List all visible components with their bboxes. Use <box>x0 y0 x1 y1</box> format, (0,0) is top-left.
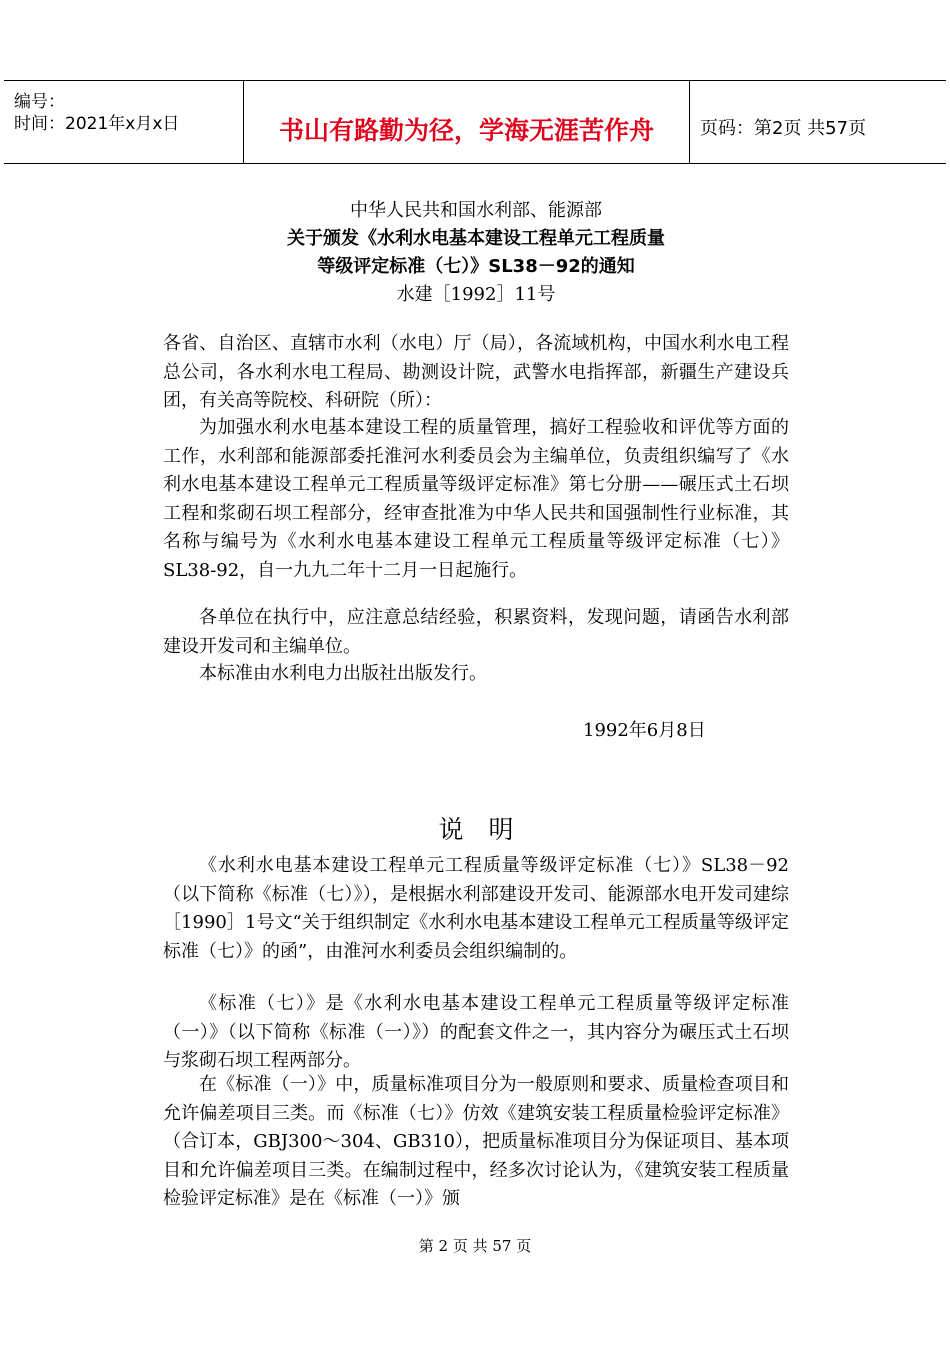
page-code: 页码：第2页 共57页 <box>700 118 867 139</box>
explanation-para-1: 《水利水电基本建设工程单元工程质量等级评定标准（七）》SL38－92（以下简称《标准（七）》），是根据水利部建设开发司、能源部水电开发司建综［1990］1号文“关于组织制定《水利水电基本建设工程单元工程质量等级评定标准（七）》的函”，由淮河水利委员会组织编制的。 <box>163 855 789 962</box>
issuer: 中华人民共和国水利部、能源部 <box>350 200 602 221</box>
notice-para-3: 本标准由水利电力出版社出版发行。 <box>199 663 487 684</box>
notice-para-1: 为加强水利水电基本建设工程的质量管理，搞好工程验收和评优等方面的工作，水利部和能源部委托淮河水利委员会为主编单位，负责组织编写了《水利水电基本建设工程单元工程质量等级评定标准》第七分册——碾压式土石坝工程和浆砌石坝工程部分，经审查批准为中华人民共和国强制性行业标准，其名称与编号为《水利水电基本建设工程单元工程质量等级评定标准（七）》SL38-92，自一九九二年十二月一日起施行。 <box>163 417 789 581</box>
header-meta-cell <box>4 81 244 163</box>
slogan: 书山有路勤为径，学海无涯苦作舟 <box>278 116 654 145</box>
notice-date: 1992年6月8日 <box>583 720 706 741</box>
header-page-cell <box>690 81 946 163</box>
page-footer: 第 2 页 共 57 页 <box>418 1237 532 1255</box>
explanation-heading: 说 明 <box>438 815 514 844</box>
explanation-para-2: 《标准（七）》是《水利水电基本建设工程单元工程质量等级评定标准（一）》（以下简称《标准（一）》）的配套文件之一，其内容分为碾压式土石坝与浆砌石坝工程两部分。 <box>163 993 789 1071</box>
header-slogan-cell <box>244 81 690 163</box>
number-label: 编号： <box>14 92 65 112</box>
doc-number: 水建［1992］11号 <box>396 284 556 305</box>
notice-title-line2: 等级评定标准（七）》SL38－92的通知 <box>317 256 635 277</box>
recipients: 各省、自治区、直辖市水利（水电）厅（局），各流域机构，中国水利水电工程总公司，各水利水电工程局、勘测设计院，武警水电指挥部，新疆生产建设兵团，有关高等院校、科研院（所）： <box>163 333 789 411</box>
time-label: 时间：2021年x月x日 <box>14 114 180 134</box>
notice-para-2: 各单位在执行中，应注意总结经验，积累资料，发现问题，请函告水利部建设开发司和主编单位。 <box>163 607 789 657</box>
notice-title-line1: 关于颁发《水利水电基本建设工程单元工程质量 <box>287 228 665 249</box>
page-header <box>4 80 946 164</box>
explanation-para-3: 在《标准（一）》中，质量标准项目分为一般原则和要求、质量检查项目和允许偏差项目三类。而《标准（七）》仿效《建筑安装工程质量检验评定标准》（合订本，GBJ300～304、GB310），把质量标准项目分为保证项目、基本项目和允许偏差项目三类。在编制过程中，经多次讨论认为，《建筑安装工程质量检验评定标准》是在《标准（一）》颁 <box>163 1074 789 1209</box>
